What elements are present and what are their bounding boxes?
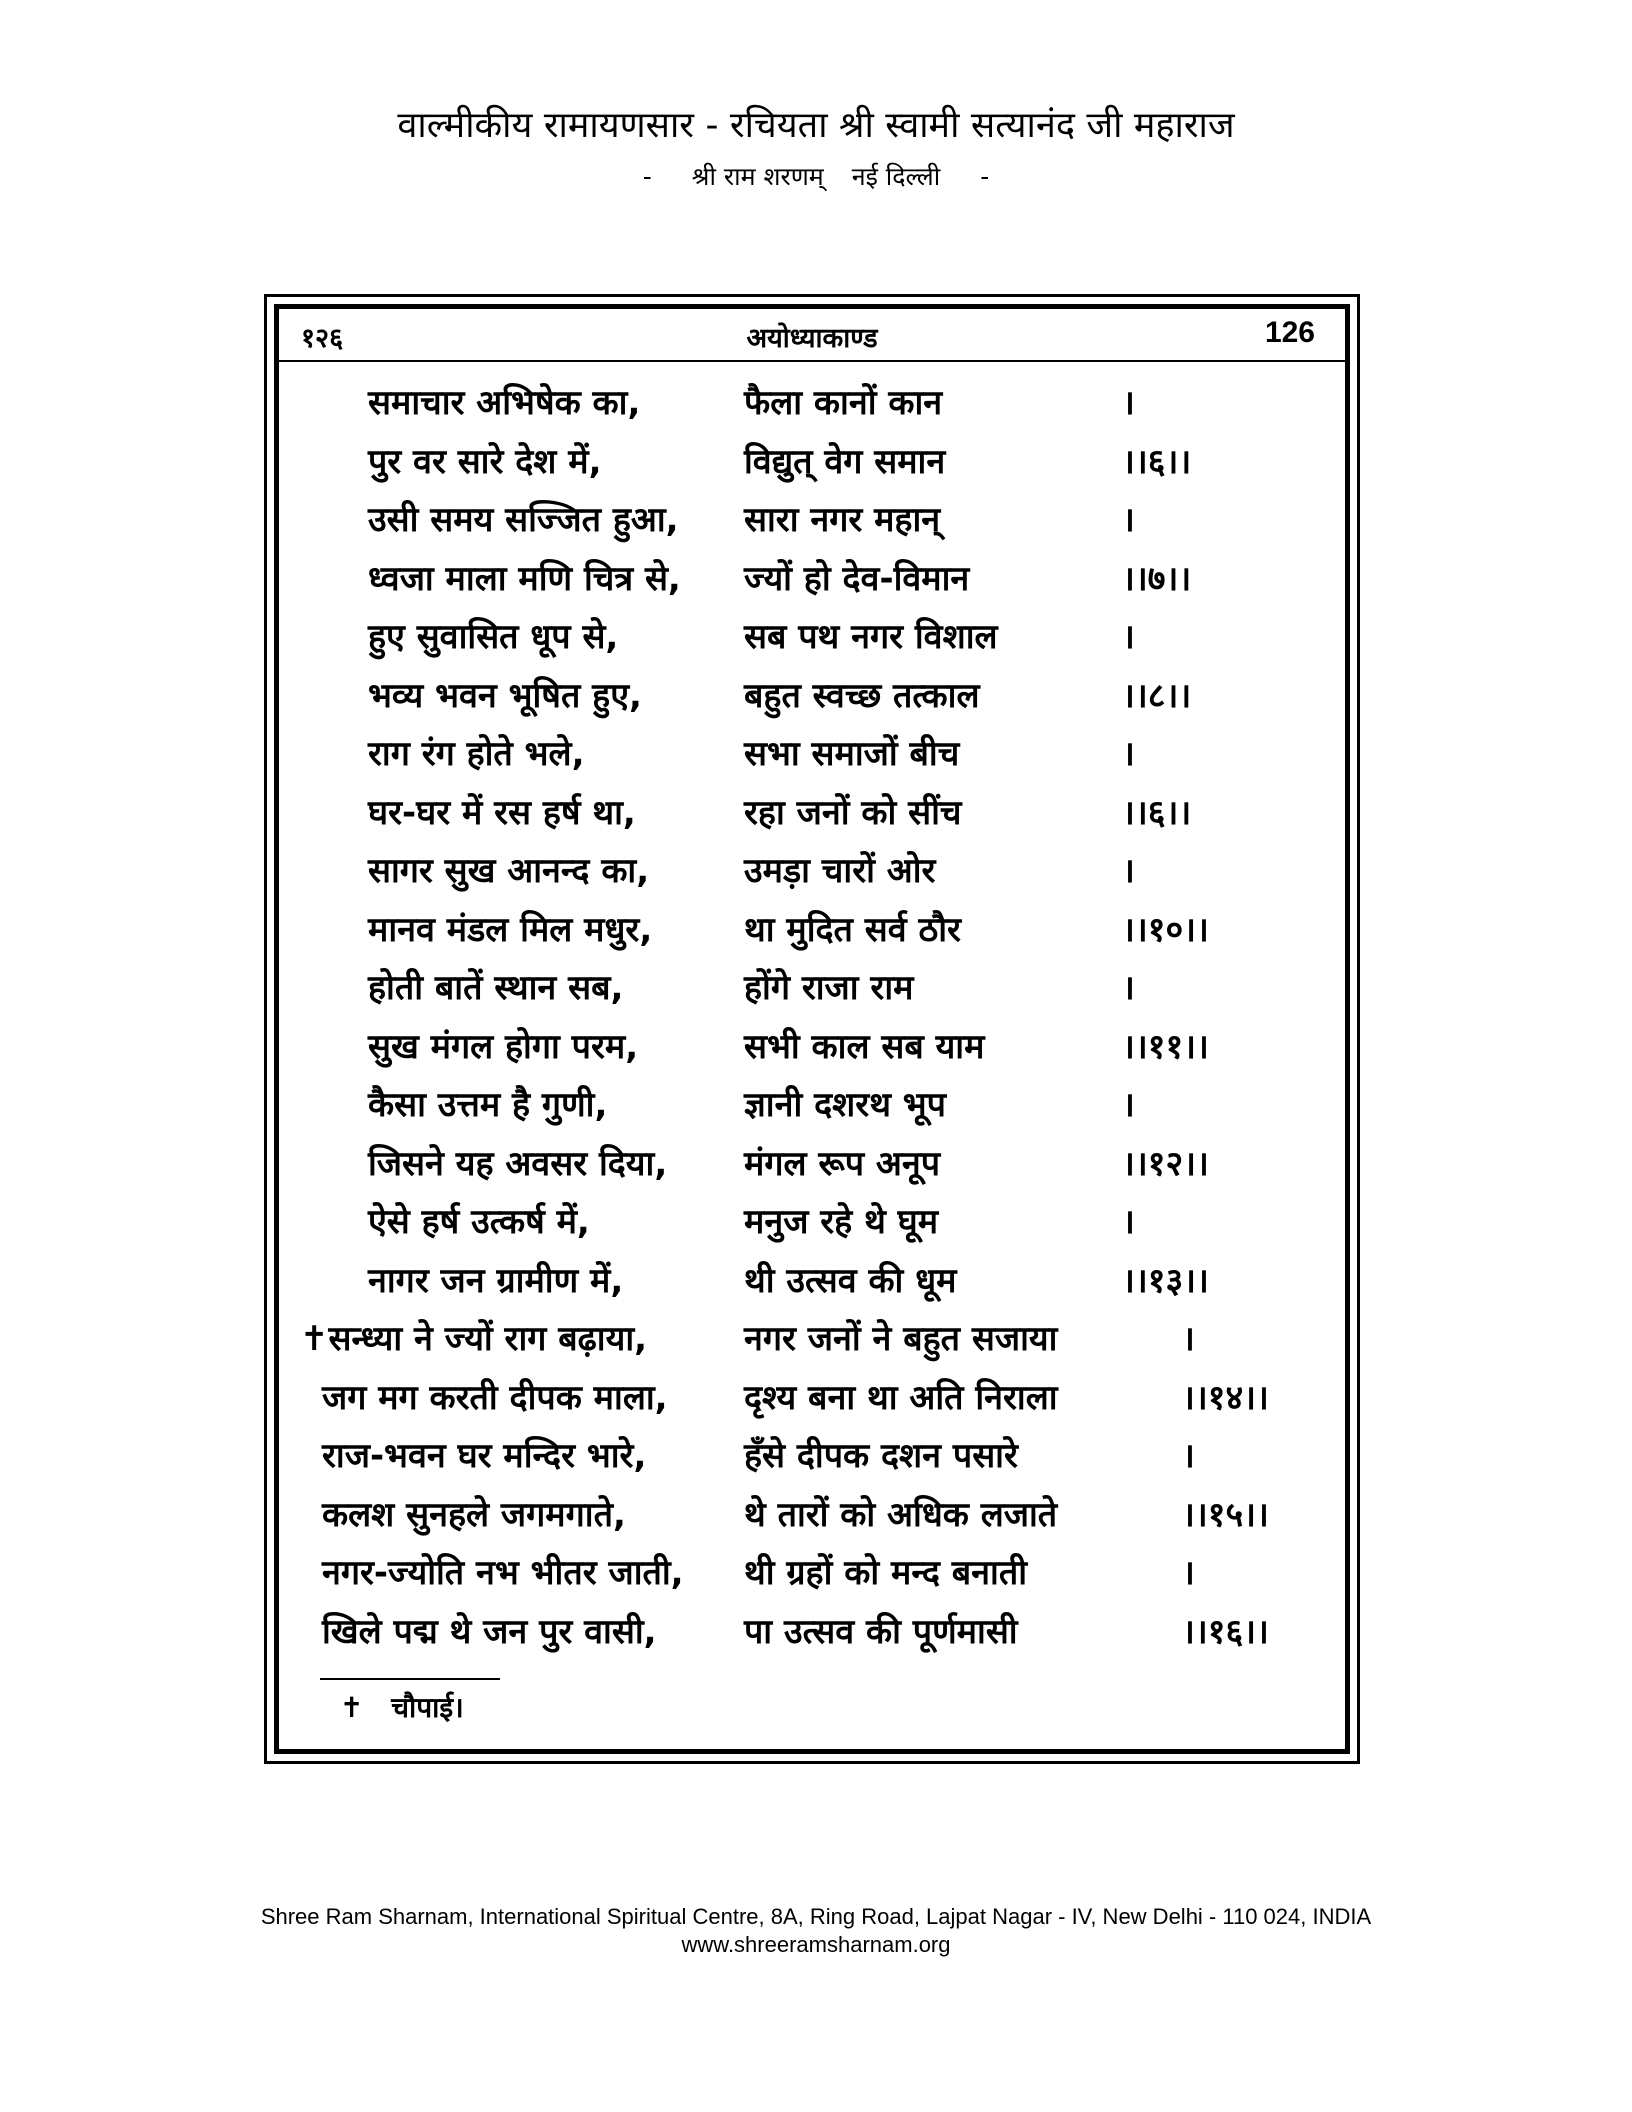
verse-end-mark: ।।१५।। (1182, 1495, 1269, 1535)
verse-end-mark: ।।१२।। (1122, 1144, 1209, 1184)
verse-end-mark: ।।१४।। (1182, 1378, 1269, 1418)
verse-line (0, 1375, 1632, 1421)
verse-end-mark: ।।११।। (1122, 1027, 1209, 1067)
verse-first-half: खिले पद्म थे जन पुर वासी, (322, 1612, 657, 1652)
verse-second-half: बहुत स्वच्छ तत्काल (744, 676, 980, 716)
verse-first-half: राग रंग होते भले, (368, 734, 585, 774)
verse-second-half: ज्यों हो देव-विमान (744, 559, 970, 599)
verse-end-mark: ।।१०।। (1122, 910, 1209, 950)
verse-line (0, 380, 1632, 426)
subtitle-dash-right: - (980, 162, 990, 191)
verse-second-half: पा उत्सव की पूर्णमासी (744, 1612, 1018, 1652)
page-number-arabic: 126 (1264, 316, 1315, 349)
verse-line (0, 848, 1632, 894)
verse-second-half: विद्युत् वेग समान (744, 442, 946, 482)
verse-line (0, 1199, 1632, 1245)
verse-end-mark: । (1122, 383, 1135, 423)
verse-second-half: थी ग्रहों को मन्द बनाती (744, 1553, 1028, 1593)
verse-first-half: जिसने यह अवसर दिया, (368, 1144, 668, 1184)
page-number-devanagari: १२६ (301, 323, 344, 354)
section-title: अयोध्याकाण्ड (746, 323, 878, 354)
verse-line (0, 439, 1632, 485)
verse-second-half: उमड़ा चारों ओर (744, 851, 936, 891)
footnote-divider (320, 1678, 500, 1680)
verse-end-mark: । (1122, 968, 1135, 1008)
verse-end-mark: । (1122, 1085, 1135, 1125)
verse-end-mark: । (1122, 734, 1135, 774)
verse-second-half: नगर जनों ने बहुत सजाया (744, 1319, 1058, 1359)
verse-line (0, 731, 1632, 777)
verse-line (0, 907, 1632, 953)
verse-second-half: सभा समाजों बीच (744, 734, 960, 774)
verse-first-half: समाचार अभिषेक का, (368, 383, 641, 423)
verse-line (0, 1082, 1632, 1128)
verse-second-half: होंगे राजा राम (744, 968, 914, 1008)
verse-end-mark: ।।१६।। (1182, 1612, 1269, 1652)
verse-line (0, 1433, 1632, 1479)
verse-first-half: जग मग करती दीपक माला, (322, 1378, 668, 1418)
verse-first-half: भव्य भवन भूषित हुए, (368, 676, 642, 716)
verse-end-mark: । (1182, 1553, 1195, 1593)
verse-second-half: था मुदित सर्व ठौर (744, 910, 961, 950)
verse-end-mark: । (1182, 1436, 1195, 1476)
verse-end-mark: ।।८।। (1122, 676, 1192, 716)
verse-second-half: सभी काल सब याम (744, 1027, 985, 1067)
verse-end-mark: । (1122, 1202, 1135, 1242)
verse-first-half: कलश सुनहले जगमगाते, (322, 1495, 626, 1535)
verse-second-half: फैला कानों कान (744, 383, 943, 423)
verse-second-half: रहा जनों को सींच (744, 793, 962, 833)
verse-line (0, 1492, 1632, 1538)
verse-second-half: ज्ञानी दशरथ भूप (744, 1085, 946, 1125)
verse-end-mark: । (1122, 851, 1135, 891)
verse-first-half: कैसा उत्तम है गुणी, (368, 1085, 608, 1125)
verse-second-half: सब पथ नगर विशाल (744, 617, 998, 657)
verse-line (0, 790, 1632, 836)
verse-first-half: उसी समय सज्जित हुआ, (368, 500, 679, 540)
footer-website: www.shreeramsharnam.org (681, 1932, 951, 1957)
cross-icon: ✝ (340, 1691, 364, 1724)
verse-second-half: दृश्य बना था अति निराला (744, 1378, 1058, 1418)
verse-second-half: मंगल रूप अनूप (744, 1144, 941, 1184)
verse-end-mark: ।।६।। (1122, 793, 1192, 833)
verse-second-half: थे तारों को अधिक लजाते (744, 1495, 1058, 1535)
page-title: वाल्मीकीय रामायणसार - रचियता श्री स्वामी सत्यानंद जी महाराज (397, 105, 1235, 146)
verse-first-half: सुख मंगल होगा परम, (368, 1027, 639, 1067)
subtitle-organization: श्री राम शरणम् (691, 162, 824, 191)
verse-second-half: हँसे दीपक दशन पसारे (744, 1436, 1018, 1476)
verse-line (0, 1609, 1632, 1655)
verse-first-half: मानव मंडल मिल मधुर, (368, 910, 653, 950)
verse-line (0, 614, 1632, 660)
verse-second-half: थी उत्सव की धूम (744, 1261, 957, 1301)
footnote-text: चौपाई। (391, 1691, 464, 1724)
verse-second-half: मनुज रहे थे घूम (744, 1202, 939, 1242)
verse-first-half: नागर जन ग्रामीण में, (368, 1261, 624, 1301)
footnote (340, 1688, 464, 1728)
verse-line (0, 1024, 1632, 1070)
verse-end-mark: । (1122, 617, 1135, 657)
verse-first-half: होती बातें स्थान सब, (368, 968, 624, 1008)
verse-line (0, 1550, 1632, 1596)
verse-first-half: ✝सन्ध्या ने ज्यों राग बढ़ाया, (300, 1319, 648, 1359)
verse-line (0, 1258, 1632, 1304)
verse-end-mark: ।।१३।। (1122, 1261, 1209, 1301)
verse-line (0, 1141, 1632, 1187)
verse-line (0, 673, 1632, 719)
verse-first-half: हुए सुवासित धूप से, (368, 617, 619, 657)
verse-line (0, 497, 1632, 543)
verse-first-half: सागर सुख आनन्द का, (368, 851, 650, 891)
verse-end-mark: । (1182, 1319, 1195, 1359)
footer-address: Shree Ram Sharnam, International Spiritual Centre, 8A, Ring Road, Lajpat Nagar - IV, New Delhi - 110 024, INDIA (260, 1904, 1372, 1929)
verse-first-half: पुर वर सारे देश में, (368, 442, 602, 482)
verse-line (0, 556, 1632, 602)
verse-end-mark: ।।७।। (1122, 559, 1192, 599)
verse-first-half: ऐसे हर्ष उत्कर्ष में, (368, 1202, 590, 1242)
subtitle-dash-left: - (642, 162, 652, 191)
subtitle-city: नई दिल्ली (851, 162, 941, 191)
verse-line (0, 965, 1632, 1011)
verse-end-mark: ।।६।। (1122, 442, 1192, 482)
verse-first-half: ध्वजा माला मणि चित्र से, (368, 559, 681, 599)
verse-line (0, 1316, 1632, 1362)
verse-first-half: नगर-ज्योति नभ भीतर जाती, (322, 1553, 684, 1593)
verse-first-half: घर-घर में रस हर्ष था, (368, 793, 636, 833)
verse-second-half: सारा नगर महान् (744, 500, 941, 540)
verse-end-mark: । (1122, 500, 1135, 540)
verse-first-half: राज-भवन घर मन्दिर भारे, (322, 1436, 647, 1476)
